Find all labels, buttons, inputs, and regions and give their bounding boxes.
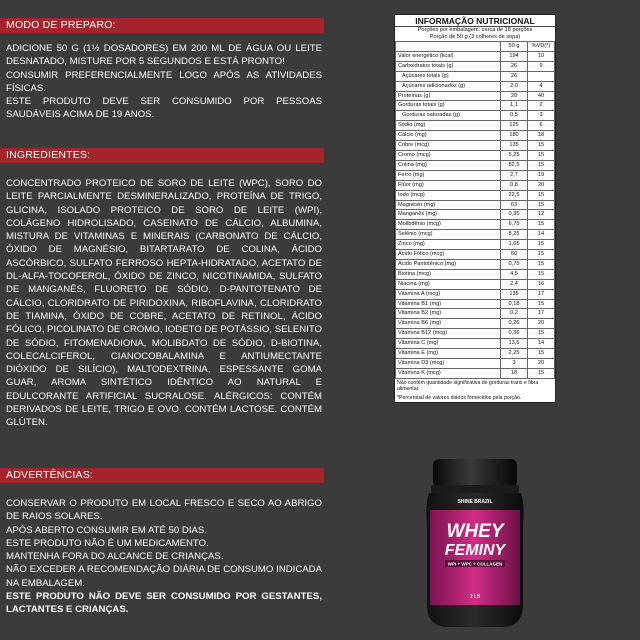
nutrient-dv: 6 [528, 121, 555, 131]
nutrient-dv: 4 [528, 81, 555, 91]
nutrient-dv: 17 [528, 289, 555, 299]
nutrition-row [396, 368, 555, 378]
nutrition-table [395, 41, 555, 379]
jar-tagline: WPI + WPC + COLLAGEN [447, 561, 503, 567]
ingredientes-text [6, 177, 322, 430]
nutrient-dv: 20 [528, 319, 555, 329]
adv-p5: NÃO EXCEDER A RECOMENDAÇÃO DIÁRIA DE CONSUMO INDICADA NA EMBALAGEM. [6, 564, 322, 589]
nutrient-amount: 1,65 [501, 240, 528, 250]
nutrition-row [396, 101, 555, 111]
nutrient-amount: 2,4 [501, 279, 528, 289]
nutrition-row [396, 160, 555, 170]
nutrient-dv [528, 71, 555, 81]
nutrient-dv: 9 [528, 61, 555, 71]
nutrient-name: Ácido Fólico (mcg) [396, 250, 501, 260]
nutrient-amount: 0,8 [501, 180, 528, 190]
nutrient-amount: 0,18 [501, 299, 528, 309]
nutrient-dv: 15 [528, 299, 555, 309]
nutrient-amount: 0,36 [501, 329, 528, 339]
nutrient-amount: 8,25 [501, 230, 528, 240]
nutrient-amount: 3 [501, 359, 528, 369]
nutrient-name: Vitamina B12 (mcg) [396, 329, 501, 339]
nutrient-name: Molibdênio (mcg) [396, 220, 501, 230]
nutrition-row [396, 131, 555, 141]
nutrition-row [396, 71, 555, 81]
modo-de-preparo-text [6, 42, 322, 122]
nutrient-dv: 14 [528, 230, 555, 240]
nutrient-dv: 15 [528, 200, 555, 210]
nutrient-amount: 13,5 [501, 339, 528, 349]
nutrient-dv: 12 [528, 210, 555, 220]
nutrient-amount: 6,75 [501, 220, 528, 230]
nutrient-dv: 17 [528, 309, 555, 319]
nutrient-name: Cobre (mcg) [396, 141, 501, 151]
nutrient-name: Sódio (mg) [396, 121, 501, 131]
nutrient-name: Açúcares adicionados (g) [396, 81, 501, 91]
nutrient-name: Flúor (mg) [396, 180, 501, 190]
nutrient-dv: 15 [528, 259, 555, 269]
nutrient-dv: 14 [528, 339, 555, 349]
nutrient-dv: 15 [528, 141, 555, 151]
nutrient-dv: 15 [528, 250, 555, 260]
nutrition-row [396, 111, 555, 121]
nutrient-amount: 180 [501, 131, 528, 141]
adv-p3: ESTE PRODUTO NÃO É UM MEDICAMENTO. [6, 537, 209, 549]
nutrient-amount: 125 [501, 121, 528, 131]
jar-lid [433, 459, 517, 487]
adv-p2: APÓS ABERTO CONSUMIR EM ATÉ 50 DIAS. [6, 524, 207, 536]
nutrient-amount: 60 [501, 250, 528, 260]
nutrition-row [396, 170, 555, 180]
ingredientes-paragraph: CONCENTRADO PROTEICO DE SORO DE LEITE (WPC), SORO DO LEITE PARCIALMENTE DESMINERALIZADO, PROTEÍNA DE TRIGO, GLICINA, ISOLADO PROTEICO DE SORO DE LEITE (WPI), COLÁGENO HIDROLISADO, CASEINATO DE CÁLCIO, ALBUMINA, MISTURA DE VITAMINAS E MINERAIS (CARBONATO DE CÁLCIO, ÓXIDO DE MAGNÉSIO, BITARTARATO DE COLINA, ÁCIDO ASCÓRBICO, SULFATO FERROSO HEPTA-HIDRATADO, ACETATO DE DL-ALFA-TOCOFEROL, ÓXIDO DE ZINCO, NICOTINAMIDA, SULFATO DE MANGANÊS, FLUORETO DE SÓDIO, D-PANTOTENATO DE CÁLCIO, CLORIDRATO DE PIRIDOXINA, RIBOFLAVINA, CLORIDRATO DE TIAMINA, ÓXIDO DE COBRE, ACETATO DE RETINOL, ÁCIDO FÓLICO, PICOLINATO DE CROMO, IODETO DE POTÁSSIO, SELENITO DE SÓDIO, FITOMENADIONA, MOLIBDATO DE SÓDIO, D-BIOTINA, COLECALCIFEROL, CIANOCOBALAMINA E ANTIUMECTANTE DIÓXIDO DE SILÍCIO), MALTODEXTRINA, ESPESSANTE GOMA GUAR, AROMA SINTÉTICO IDÊNTICO AO NATURAL E EDULCORANTE ARTIFICIAL SUCRALOSE. ALÉRGICOS: CONTÉM DERIVADOS DE LEITE, TRIGO E OVO. CONTÉM LACTOSE. CONTÉM GLÚTEN. [6, 178, 322, 429]
nutrient-name: Manganês (mg) [396, 210, 501, 220]
nutrient-name: Colina (mg) [396, 160, 501, 170]
nutrition-col-dv: %VD(*) [528, 42, 555, 52]
nutrition-row [396, 230, 555, 240]
nutrition-row [396, 150, 555, 160]
nutrient-amount: 2,0 [501, 81, 528, 91]
nutrition-col-amount: 50 g [501, 42, 528, 52]
nutrition-row [396, 339, 555, 349]
nutrient-dv: 15 [528, 160, 555, 170]
nutrition-header-blank [396, 42, 501, 52]
nutrient-amount: 0,5 [501, 111, 528, 121]
nutrition-row [396, 141, 555, 151]
modo-p1: ADICIONE 50 G (1½ DOSADORES) EM 200 ML DE ÁGUA OU LEITE DESNATADO, MISTURE POR 5 SEGUNDOS E ESTÁ PRONTO! [6, 43, 322, 68]
nutrient-name: Biotina (mcg) [396, 269, 501, 279]
nutrient-amount: 0,75 [501, 259, 528, 269]
nutrient-amount: 18 [501, 368, 528, 378]
nutrient-dv: 2 [528, 101, 555, 111]
nutrient-name: Açúcares totais (g) [396, 71, 501, 81]
nutrition-row [396, 309, 555, 319]
modo-p2: CONSUMIR PREFERENCIALMENTE LOGO APÓS AS ATIVIDADES FÍSICAS. [6, 69, 322, 94]
nutrient-name: Magnésio (mg) [396, 200, 501, 210]
nutrient-dv: 20 [528, 359, 555, 369]
modo-p3: ESTE PRODUTO DEVE SER CONSUMIDO POR PESSOAS SAUDÁVEIS ACIMA DE 19 ANOS. [6, 96, 322, 121]
nutrient-name: Cromo (mcg) [396, 150, 501, 160]
nutrient-amount: 135 [501, 141, 528, 151]
nutrient-amount: 4,5 [501, 269, 528, 279]
nutrition-title: INFORMAÇÃO NUTRICIONAL [395, 15, 555, 27]
nutrition-row [396, 51, 555, 61]
nutrition-row [396, 81, 555, 91]
nutrient-name: Proteínas (g) [396, 91, 501, 101]
nutrition-row [396, 180, 555, 190]
jar-brand: SHINE BRAZIL [457, 499, 493, 505]
nutrient-name: Vitamina B6 (mg) [396, 319, 501, 329]
nutrient-amount: 5,25 [501, 150, 528, 160]
nutrient-name: Vitamina E (mg) [396, 349, 501, 359]
nutrient-amount: 22,5 [501, 190, 528, 200]
adv-p4: MANTENHA FORA DO ALCANCE DE CRIANÇAS. [6, 551, 224, 563]
nutrient-dv: 20 [528, 180, 555, 190]
nutrition-row [396, 220, 555, 230]
nutrient-name: Cálcio (mg) [396, 131, 501, 141]
nutrition-row [396, 190, 555, 200]
nutrient-amount: 2,25 [501, 349, 528, 359]
nutrient-name: Carboidratos totais (g) [396, 61, 501, 71]
nutrition-row [396, 91, 555, 101]
nutrient-dv: 15 [528, 150, 555, 160]
nutrient-dv: 15 [528, 220, 555, 230]
nutrient-name: Vitamina A (mcg) [396, 289, 501, 299]
nutrient-name: Gorduras totais (g) [396, 101, 501, 111]
nutrient-name: Vitamina D3 (mcg) [396, 359, 501, 369]
nutrient-dv: 15 [528, 368, 555, 378]
nutrition-row [396, 240, 555, 250]
nutrition-row [396, 200, 555, 210]
nutrition-footnote-dv: *Percentual de valores diários fornecidos pela porção. [397, 394, 522, 401]
nutrient-name: Ácido Pantotênico (mg) [396, 259, 501, 269]
nutrition-row [396, 289, 555, 299]
nutrient-dv: 18 [528, 131, 555, 141]
advertencias-text [6, 497, 322, 617]
nutrition-row [396, 250, 555, 260]
adv-p6: ESTE PRODUTO NÃO DEVE SER CONSUMIDO POR GESTANTES, LACTANTES E CRIANÇAS. [6, 591, 322, 616]
advertencias-header: ADVERTÊNCIAS: [0, 468, 324, 483]
nutrient-name: Zinco (mg) [396, 240, 501, 250]
nutrition-row [396, 359, 555, 369]
nutrient-name: Vitamina B2 (mg) [396, 309, 501, 319]
nutrient-dv: 40 [528, 91, 555, 101]
nutrient-dv: 15 [528, 329, 555, 339]
nutrition-row [396, 329, 555, 339]
nutrient-name: Iodo (mcg) [396, 190, 501, 200]
nutrient-amount: 0,35 [501, 210, 528, 220]
nutrient-dv: 15 [528, 269, 555, 279]
nutrient-dv: 16 [528, 279, 555, 289]
jar-title-line1: WHEY [446, 521, 504, 542]
nutrition-row [396, 121, 555, 131]
nutrient-name: Vitamina K (mcg) [396, 368, 501, 378]
nutrient-amount: 2,7 [501, 170, 528, 180]
nutrition-row [396, 319, 555, 329]
jar-weight: 2 LB [469, 594, 481, 600]
nutrition-portion: Porção de 50 g (3 colheres de sopa) [429, 34, 521, 40]
product-jar-image [425, 455, 525, 630]
nutrient-name: Vitamina C (mg) [396, 339, 501, 349]
nutrient-amount: 194 [501, 51, 528, 61]
nutrient-name: Ferro (mg) [396, 170, 501, 180]
nutrient-dv: 19 [528, 170, 555, 180]
nutrient-amount: 0,26 [501, 319, 528, 329]
nutrient-amount: 20 [501, 91, 528, 101]
nutrition-row [396, 349, 555, 359]
nutrient-dv: 15 [528, 240, 555, 250]
nutrient-name: Gorduras saturadas (g) [396, 111, 501, 121]
jar-neck [431, 485, 519, 493]
nutrient-name: Selênio (mcg) [396, 230, 501, 240]
nutrition-footnote-trans: Não contém quantidade significativa de gorduras trans e fibra alimentar. [397, 379, 539, 393]
modo-de-preparo-header: MODO DE PREPARO: [0, 18, 324, 33]
nutrient-amount: 26 [501, 71, 528, 81]
nutrition-row [396, 299, 555, 309]
adv-p1: CONSERVAR O PRODUTO EM LOCAL FRESCO E SECO AO ABRIGO DE RAIOS SOLARES. [6, 498, 322, 523]
nutrient-amount: 82,5 [501, 160, 528, 170]
jar-title-line2: FEMINY [444, 542, 506, 559]
nutrition-facts-panel [394, 14, 556, 403]
nutrient-dv: 15 [528, 190, 555, 200]
nutrient-amount: 135 [501, 289, 528, 299]
nutrition-row [396, 61, 555, 71]
ingredientes-header: INGREDIENTES: [0, 148, 324, 163]
nutrition-servings: Porções por embalagem: cerca de 18 porções [417, 27, 533, 33]
nutrition-row [396, 279, 555, 289]
nutrient-dv: 15 [528, 349, 555, 359]
nutrient-amount: 26 [501, 61, 528, 71]
nutrient-amount: 0,2 [501, 309, 528, 319]
nutrient-dv: 3 [528, 111, 555, 121]
nutrient-name: Valor energético (kcal) [396, 51, 501, 61]
nutrient-dv: 10 [528, 51, 555, 61]
nutrition-row [396, 259, 555, 269]
nutrient-name: Niacina (mg) [396, 279, 501, 289]
nutrient-amount: 1,1 [501, 101, 528, 111]
nutrient-name: Vitamina B1 (mg) [396, 299, 501, 309]
nutrition-row [396, 210, 555, 220]
nutrition-row [396, 269, 555, 279]
nutrient-amount: 63 [501, 200, 528, 210]
